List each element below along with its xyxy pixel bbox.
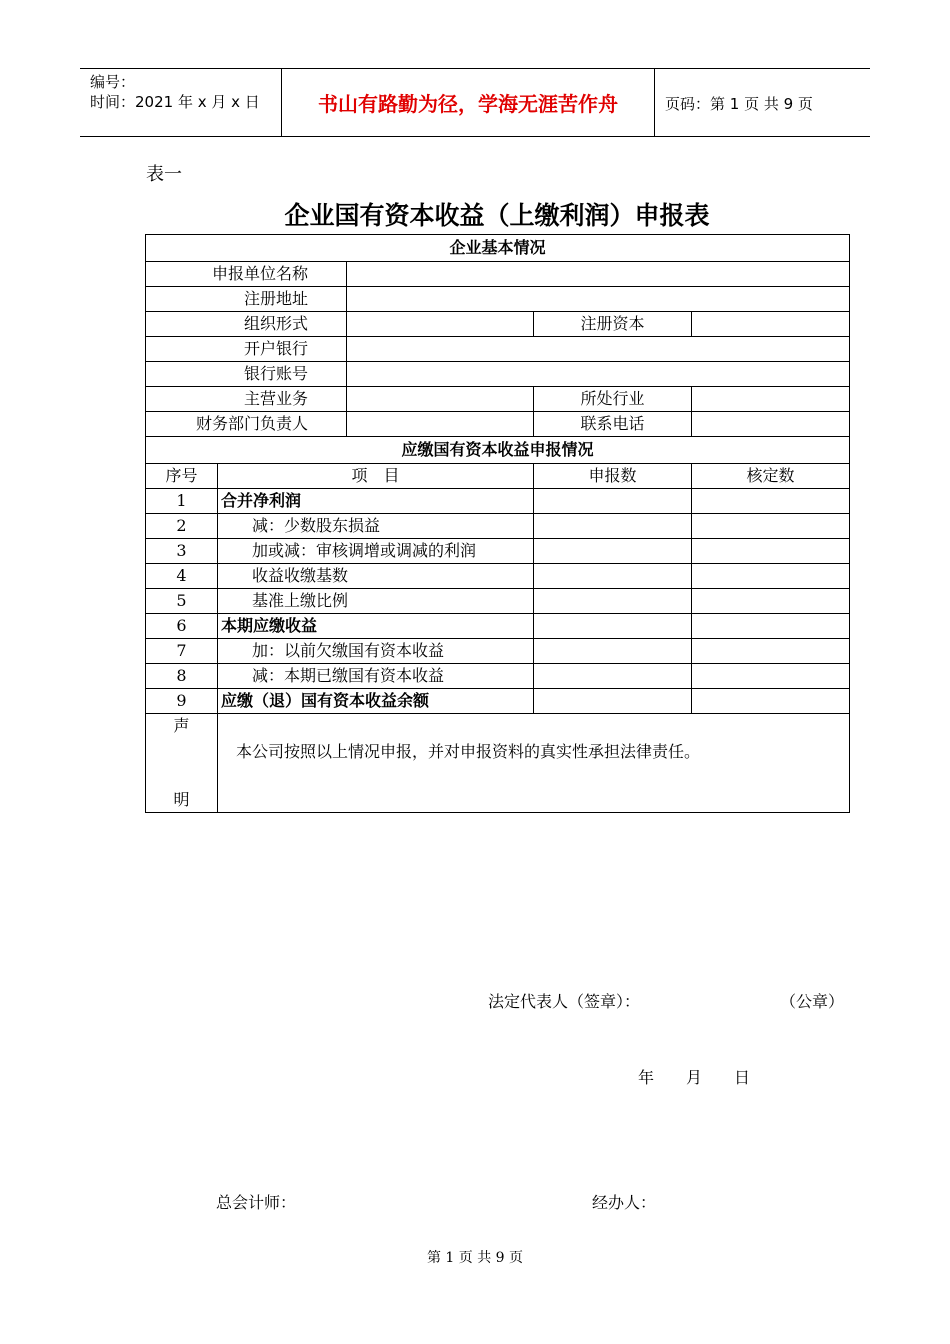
verified-amount-field[interactable] (692, 639, 850, 664)
col-header-declared: 申报数 (534, 464, 692, 489)
field-industry[interactable] (692, 387, 850, 412)
field-reg-capital[interactable] (692, 312, 850, 337)
field-main-business[interactable] (347, 387, 534, 412)
row-item: 应缴（退）国有资本收益余额 (218, 689, 534, 714)
verified-amount-field[interactable] (692, 589, 850, 614)
row-number: 8 (146, 664, 218, 689)
row-number: 7 (146, 639, 218, 664)
declared-amount-field[interactable] (534, 664, 692, 689)
label-address: 注册地址 (146, 287, 347, 312)
number-label: 编号： (90, 73, 136, 91)
label-account: 银行账号 (146, 362, 347, 387)
income-rows (146, 489, 850, 714)
row-item: 本期应缴收益 (218, 614, 534, 639)
declared-amount-field[interactable] (534, 489, 692, 514)
row-item: 收益收缴基数 (218, 564, 534, 589)
label-main-business: 主营业务 (146, 387, 347, 412)
label-finance-head: 财务部门负责人 (146, 412, 347, 437)
table-row (146, 514, 850, 539)
table-row (146, 664, 850, 689)
table-row (146, 564, 850, 589)
row-item: 加：以前欠缴国有资本收益 (218, 639, 534, 664)
row-number: 9 (146, 689, 218, 714)
field-unit-name[interactable] (347, 262, 850, 287)
label-org-form: 组织形式 (146, 312, 347, 337)
header-slogan: 书山有路勤为径，学海无涯苦作舟 (318, 92, 618, 116)
row-number: 6 (146, 614, 218, 639)
row-item: 减：少数股东损益 (218, 514, 534, 539)
verified-amount-field[interactable] (692, 489, 850, 514)
label-bank: 开户银行 (146, 337, 347, 362)
page-footer: 第 1 页 共 9 页 (426, 1250, 524, 1266)
header-meta (90, 72, 260, 112)
declared-amount-field[interactable] (534, 589, 692, 614)
declaration-body (218, 714, 850, 1087)
field-bank[interactable] (347, 337, 850, 362)
header-bottom-rule (80, 136, 870, 137)
header-top-rule (80, 68, 870, 69)
row-number: 1 (146, 489, 218, 514)
verified-amount-field[interactable] (692, 564, 850, 589)
row-item: 基准上缴比例 (218, 589, 534, 614)
declared-amount-field[interactable] (534, 564, 692, 589)
row-number: 4 (146, 564, 218, 589)
label-industry: 所处行业 (534, 387, 692, 412)
table-row (146, 539, 850, 564)
header-divider-right (654, 68, 655, 136)
declaration-label-2: 明 (173, 790, 190, 809)
row-number: 5 (146, 589, 218, 614)
field-account[interactable] (347, 362, 850, 387)
declared-amount-field[interactable] (534, 514, 692, 539)
verified-amount-field[interactable] (692, 539, 850, 564)
col-header-item: 项 目 (218, 464, 534, 489)
declaration-label-1: 声 (173, 716, 190, 735)
section-income: 应缴国有资本收益申报情况 (146, 437, 850, 464)
handler-label: 经办人： (592, 1193, 657, 1212)
field-org-form[interactable] (347, 312, 534, 337)
label-phone: 联系电话 (534, 412, 692, 437)
declaration-label (146, 714, 218, 813)
table-row (146, 689, 850, 714)
verified-amount-field[interactable] (692, 614, 850, 639)
field-address[interactable] (347, 287, 850, 312)
chief-accountant-label: 总会计师： (216, 1193, 297, 1212)
declaration-date[interactable]: 年 月 日 (638, 1068, 751, 1087)
time-label: 时间：2021 年 x 月 x 日 (90, 93, 260, 111)
col-header-verified: 核定数 (692, 464, 850, 489)
declaration-form (145, 234, 850, 1087)
row-number: 2 (146, 514, 218, 539)
verified-amount-field[interactable] (692, 514, 850, 539)
table-row (146, 589, 850, 614)
verified-amount-field[interactable] (692, 664, 850, 689)
table-row (146, 489, 850, 514)
field-finance-head[interactable] (347, 412, 534, 437)
legal-rep-signature[interactable]: 法定代表人（签章）： (488, 992, 641, 1011)
row-number: 3 (146, 539, 218, 564)
row-item: 加或减：审核调增或调减的利润 (218, 539, 534, 564)
page-title: 企业国有资本收益（上缴利润）申报表 (284, 201, 710, 230)
row-item: 合并净利润 (218, 489, 534, 514)
field-phone[interactable] (692, 412, 850, 437)
declared-amount-field[interactable] (534, 614, 692, 639)
row-item: 减：本期已缴国有资本收益 (218, 664, 534, 689)
declaration-text: 本公司按照以上情况申报，并对申报资料的真实性承担法律责任。 (236, 742, 701, 761)
header-page-info: 页码：第 1 页 共 9 页 (665, 95, 813, 113)
declared-amount-field[interactable] (534, 689, 692, 714)
verified-amount-field[interactable] (692, 689, 850, 714)
declared-amount-field[interactable] (534, 539, 692, 564)
label-unit-name: 申报单位名称 (146, 262, 347, 287)
company-seal: （公章） (780, 992, 845, 1011)
table-label: 表一 (146, 164, 182, 185)
col-header-no: 序号 (146, 464, 218, 489)
table-row (146, 614, 850, 639)
section-basic-info: 企业基本情况 (146, 235, 850, 262)
label-reg-capital: 注册资本 (534, 312, 692, 337)
table-row (146, 639, 850, 664)
declared-amount-field[interactable] (534, 639, 692, 664)
